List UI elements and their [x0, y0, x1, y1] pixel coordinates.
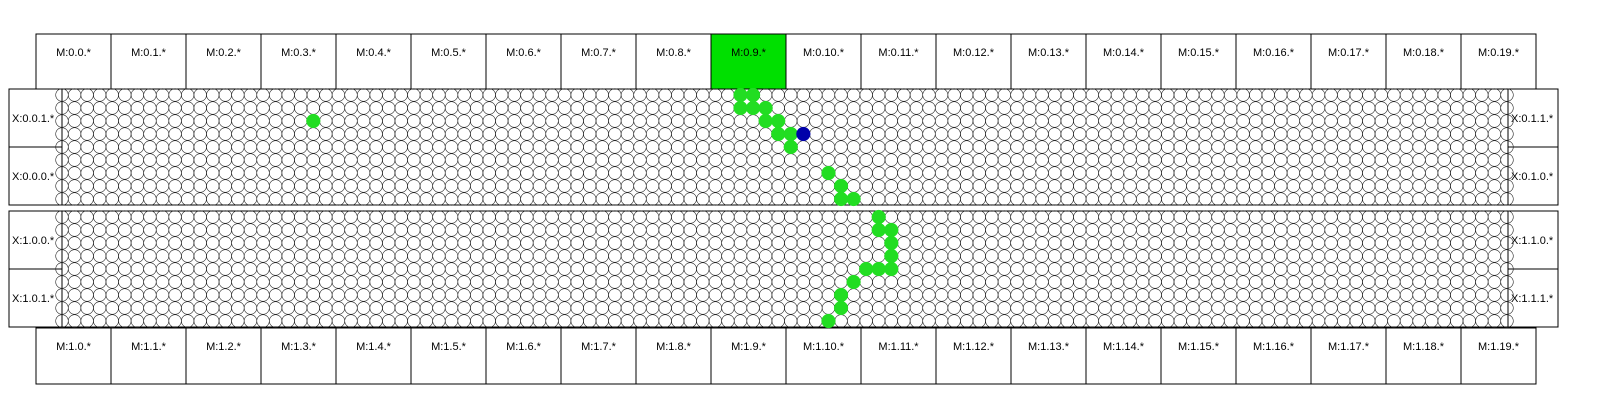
bottom-header-label: M:1.19.*	[1478, 341, 1519, 353]
bottom-header-label: M:1.1.*	[131, 341, 166, 353]
bottom-header-label: M:1.10.*	[803, 341, 844, 353]
active-node	[746, 88, 760, 102]
top-header-label: M:0.0.*	[56, 47, 91, 59]
bottom-header-1	[111, 328, 186, 384]
top-header-7	[561, 34, 636, 90]
bottom-header-17	[1311, 328, 1386, 384]
bottom-header-label: M:1.0.*	[56, 341, 91, 353]
active-node	[872, 210, 886, 224]
top-header-2	[186, 34, 261, 90]
active-node	[872, 223, 886, 237]
active-node	[872, 262, 886, 276]
bottom-header-18	[1386, 328, 1461, 384]
top-header-label: M:0.15.*	[1178, 47, 1219, 59]
active-node	[784, 127, 798, 141]
active-node	[884, 236, 898, 250]
left-label-text: X:0.0.0.*	[12, 171, 55, 183]
active-node	[847, 275, 861, 289]
active-node	[834, 301, 848, 315]
bottom-header-label: M:1.16.*	[1253, 341, 1294, 353]
top-header-1	[111, 34, 186, 90]
bottom-header-label: M:1.3.*	[281, 341, 316, 353]
bottom-header-2	[186, 328, 261, 384]
bottom-header-label: M:1.12.*	[953, 341, 994, 353]
bottom-header-label: M:1.15.*	[1178, 341, 1219, 353]
lower-panel	[9, 210, 1558, 328]
bottom-header-label: M:1.18.*	[1403, 341, 1444, 353]
top-header-label: M:0.2.*	[206, 47, 241, 59]
top-header-label: M:0.4.*	[356, 47, 391, 59]
bottom-header-label: M:1.14.*	[1103, 341, 1144, 353]
bottom-header-0	[36, 328, 111, 384]
bottom-header-label: M:1.17.*	[1328, 341, 1369, 353]
bottom-header-label: M:1.4.*	[356, 341, 391, 353]
active-node	[834, 192, 848, 206]
active-node	[771, 127, 785, 141]
top-header-label: M:0.12.*	[953, 47, 994, 59]
top-header-label: M:0.19.*	[1478, 47, 1519, 59]
top-header-15	[1161, 34, 1236, 90]
current-node	[796, 127, 810, 141]
bottom-header-label: M:1.8.*	[656, 341, 691, 353]
top-header-5	[411, 34, 486, 90]
bottom-header-15	[1161, 328, 1236, 384]
top-header-16	[1236, 34, 1311, 90]
top-header-6	[486, 34, 561, 90]
right-label-text: X:0.1.0.*	[1511, 171, 1554, 183]
bottom-header-8	[636, 328, 711, 384]
top-header-label: M:0.13.*	[1028, 47, 1069, 59]
right-label-text: X:1.1.0.*	[1511, 235, 1554, 247]
active-node	[859, 262, 873, 276]
active-node	[822, 166, 836, 180]
bottom-header-label: M:1.7.*	[581, 341, 616, 353]
bottom-header-label: M:1.9.*	[731, 341, 766, 353]
bottom-header-label: M:1.11.*	[878, 341, 919, 353]
top-header-label: M:0.9.*	[731, 47, 766, 59]
top-header-label: M:0.6.*	[506, 47, 541, 59]
top-header-label: M:0.14.*	[1103, 47, 1144, 59]
bottom-header-12	[936, 328, 1011, 384]
upper-panel	[9, 88, 1558, 206]
top-header-4	[336, 34, 411, 90]
top-header-10	[786, 34, 861, 90]
top-header-label: M:0.1.*	[131, 47, 166, 59]
top-header-label: M:0.11.*	[878, 47, 919, 59]
top-header-12	[936, 34, 1011, 90]
top-header-label: M:0.17.*	[1328, 47, 1369, 59]
bottom-header-label: M:1.13.*	[1028, 341, 1069, 353]
top-header-label: M:0.7.*	[581, 47, 616, 59]
active-node	[759, 101, 773, 115]
active-node	[784, 140, 798, 154]
bottom-header-11	[861, 328, 936, 384]
active-node	[306, 114, 320, 128]
active-node	[822, 314, 836, 328]
bottom-header-10	[786, 328, 861, 384]
top-header-label: M:0.16.*	[1253, 47, 1294, 59]
bottom-header-14	[1086, 328, 1161, 384]
bottom-header-6	[486, 328, 561, 384]
active-node	[884, 262, 898, 276]
left-label-text: X:1.0.1.*	[12, 293, 55, 305]
active-node	[746, 101, 760, 115]
top-header-3	[261, 34, 336, 90]
left-label-text: X:0.0.1.*	[12, 113, 55, 125]
top-header-0	[36, 34, 111, 90]
bottom-header-13	[1011, 328, 1086, 384]
bottom-header-label: M:1.6.*	[506, 341, 541, 353]
top-header-label: M:0.18.*	[1403, 47, 1444, 59]
top-header-14	[1086, 34, 1161, 90]
active-node	[759, 114, 773, 128]
top-header-9	[711, 34, 786, 90]
top-header-label: M:0.5.*	[431, 47, 466, 59]
top-header-label: M:0.3.*	[281, 47, 316, 59]
top-header-label: M:0.10.*	[803, 47, 844, 59]
active-node	[834, 179, 848, 193]
top-header-8	[636, 34, 711, 90]
bottom-header-5	[411, 328, 486, 384]
top-header-18	[1386, 34, 1461, 90]
bottom-header-19	[1461, 328, 1536, 384]
active-node	[771, 114, 785, 128]
bottom-header-label: M:1.5.*	[431, 341, 466, 353]
active-node	[834, 288, 848, 302]
active-node	[734, 88, 748, 102]
active-node	[884, 249, 898, 263]
top-header-19	[1461, 34, 1536, 90]
bottom-header-7	[561, 328, 636, 384]
bottom-header-3	[261, 328, 336, 384]
bottom-header-16	[1236, 328, 1311, 384]
right-label-text: X:0.1.1.*	[1511, 113, 1554, 125]
bottom-header-label: M:1.2.*	[206, 341, 241, 353]
active-node	[884, 223, 898, 237]
top-header-17	[1311, 34, 1386, 90]
active-node	[847, 192, 861, 206]
bottom-header-4	[336, 328, 411, 384]
active-node	[734, 101, 748, 115]
left-label-text: X:1.0.0.*	[12, 235, 55, 247]
top-header-label: M:0.8.*	[656, 47, 691, 59]
right-label-text: X:1.1.1.*	[1511, 293, 1554, 305]
top-header-11	[861, 34, 936, 90]
top-header-13	[1011, 34, 1086, 90]
bottom-header-9	[711, 328, 786, 384]
